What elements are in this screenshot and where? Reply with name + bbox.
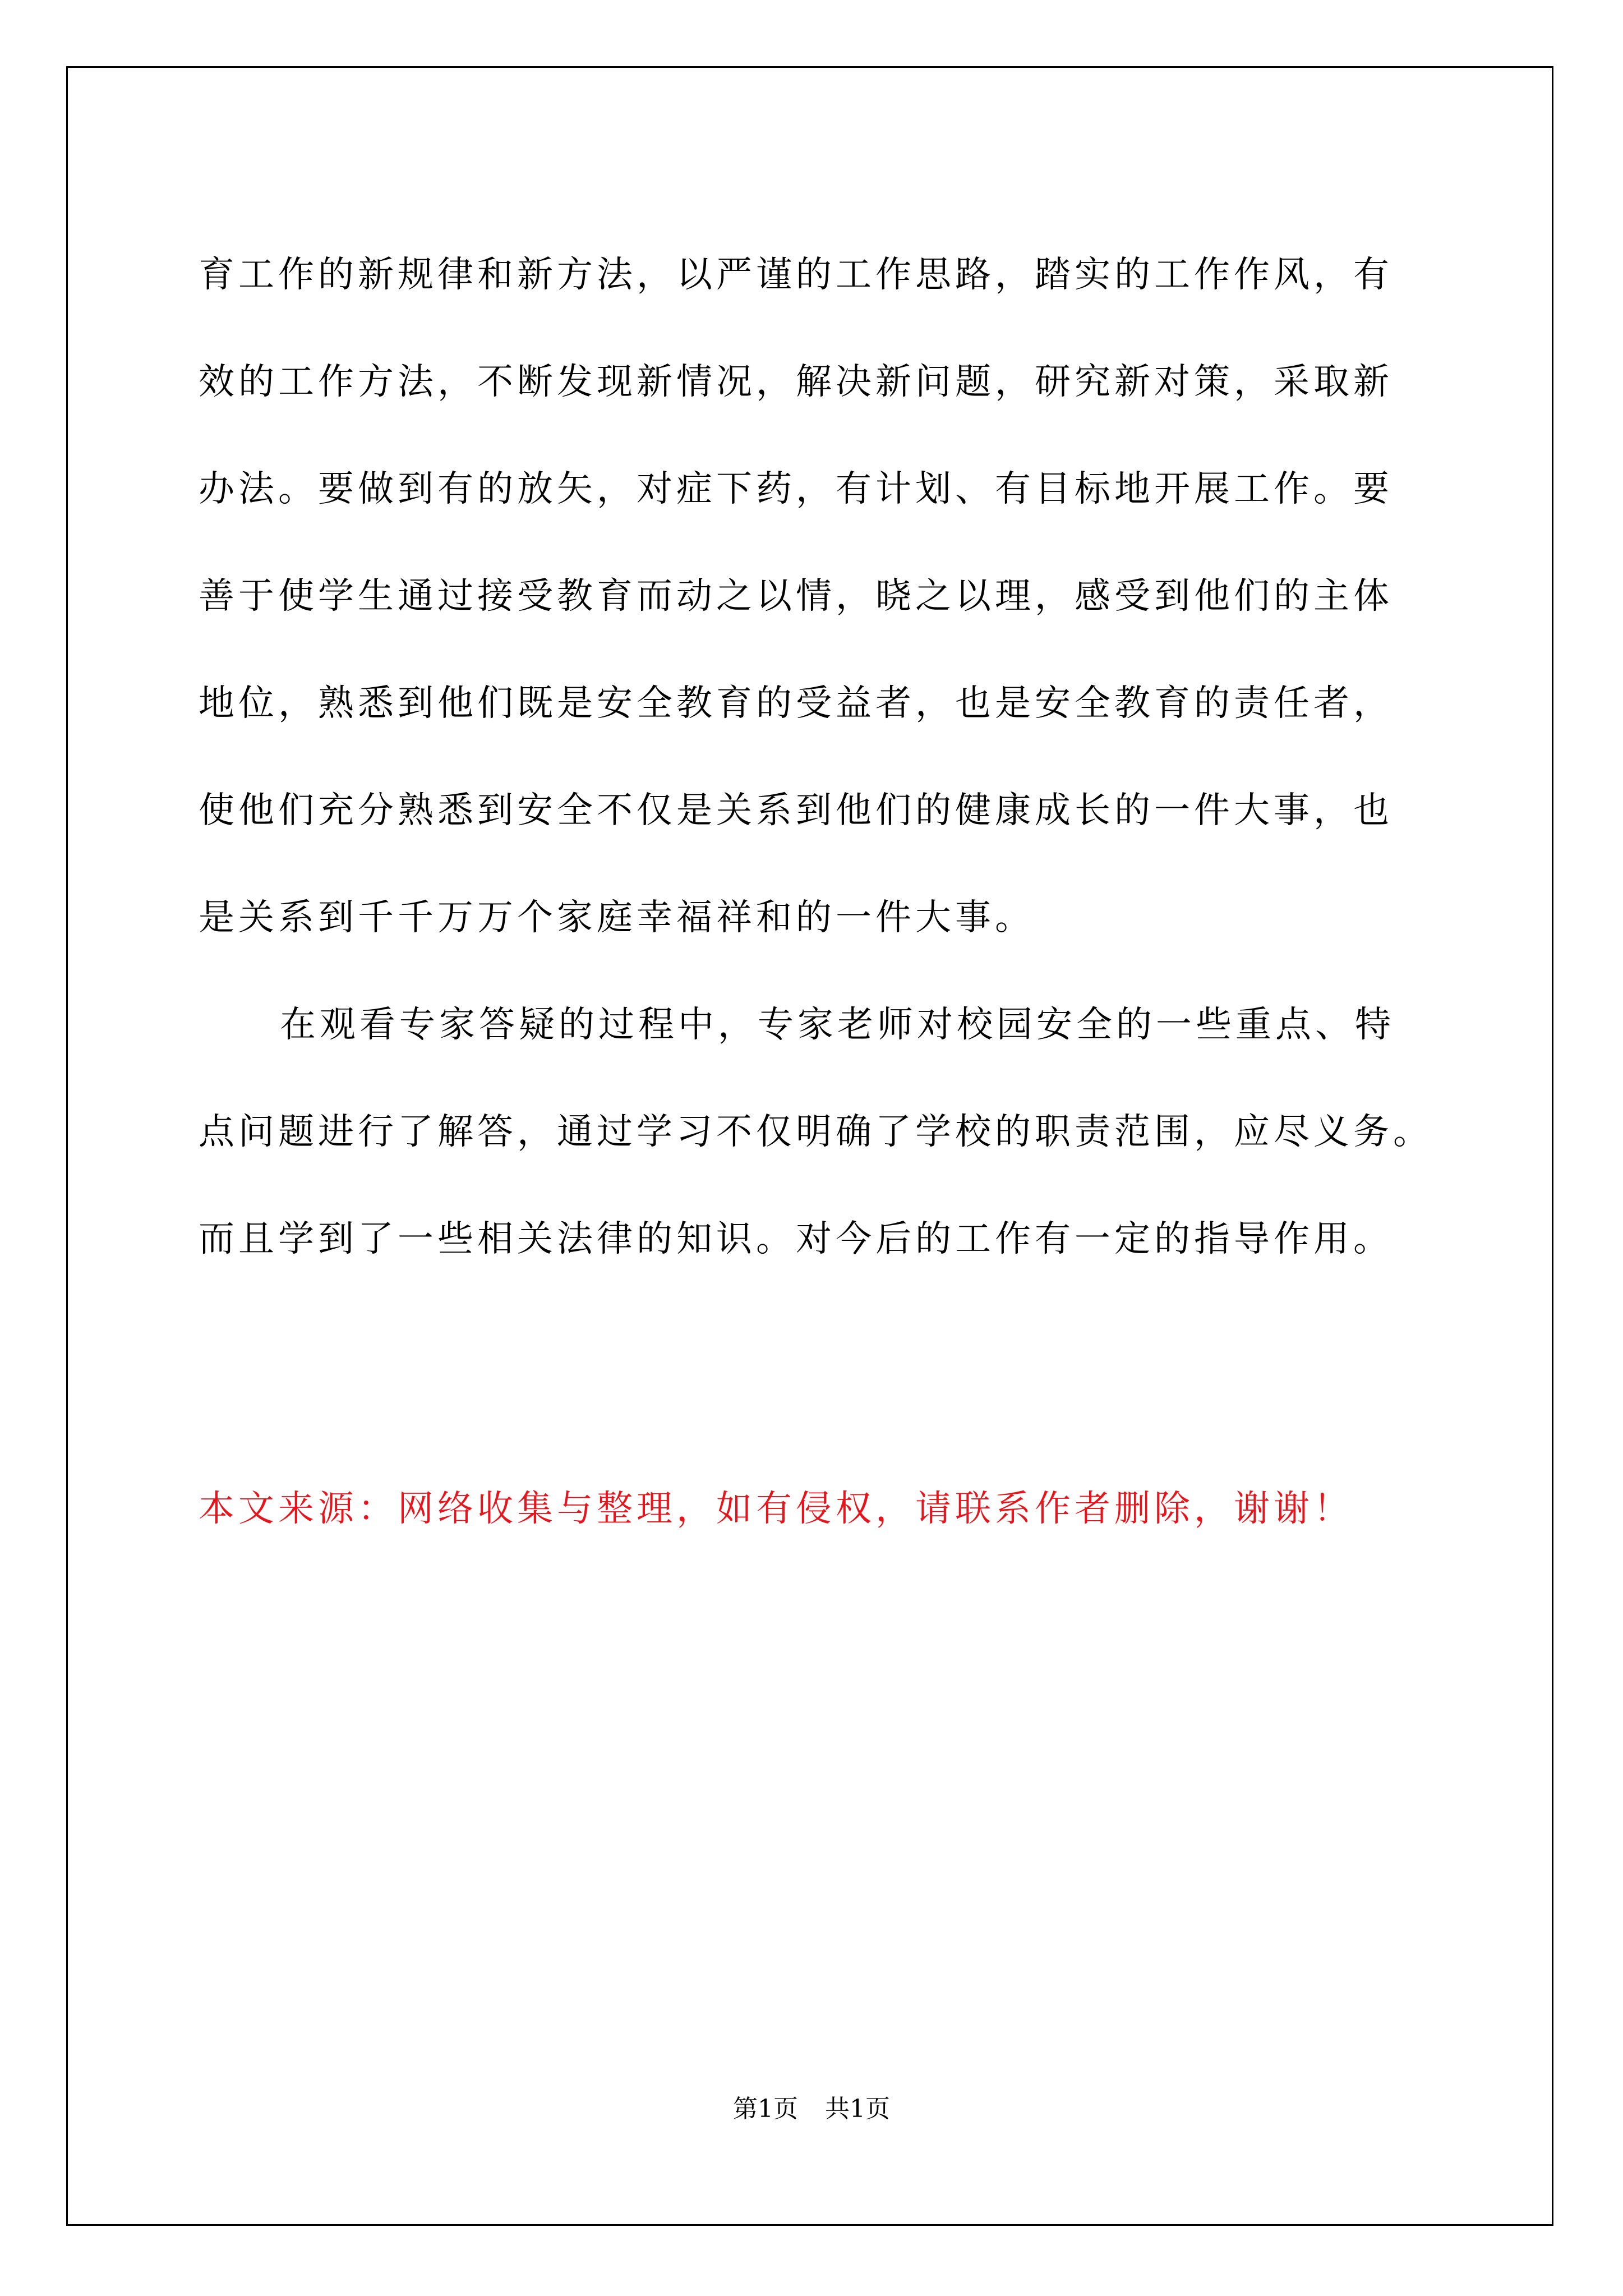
text-line: 而且学到了一些相关法律的知识。对今后的工作有一定的指导作用。 xyxy=(199,1218,1393,1260)
text-line: 办法。要做到有的放矢，对症下药，有计划、有目标地开展工作。要 xyxy=(199,468,1393,510)
document-body xyxy=(199,222,1488,1293)
text-line: 育工作的新规律和新方法，以严谨的工作思路，踏实的工作作风，有 xyxy=(199,254,1393,296)
text-line: 点问题进行了解答，通过学习不仅明确了学校的职责范围，应尽义务。 xyxy=(199,1111,1433,1153)
page-total: 共1页 xyxy=(825,2095,890,2123)
page-number: 第1页 xyxy=(733,2095,798,2123)
text-line: 地位，熟悉到他们既是安全教育的受益者，也是安全教育的责任者， xyxy=(199,683,1393,724)
text-line: 效的工作方法，不断发现新情况，解决新问题，研究新对策，采取新 xyxy=(199,361,1393,403)
text-line: 是关系到千千万万个家庭幸福祥和的一件大事。 xyxy=(199,897,1035,938)
paragraph-start-line: 在观看专家答疑的过程中，专家老师对校园安全的一些重点、特 xyxy=(280,1004,1395,1046)
text-line: 使他们充分熟悉到安全不仅是关系到他们的健康成长的一件大事，也 xyxy=(199,790,1393,831)
text-line: 善于使学生通过接受教育而动之以情，晓之以理，感受到他们的主体 xyxy=(199,576,1393,617)
page-footer xyxy=(0,2092,1623,2126)
source-disclaimer: 本文来源：网络收集与整理，如有侵权，请联系作者删除，谢谢！ xyxy=(199,1488,1353,1530)
